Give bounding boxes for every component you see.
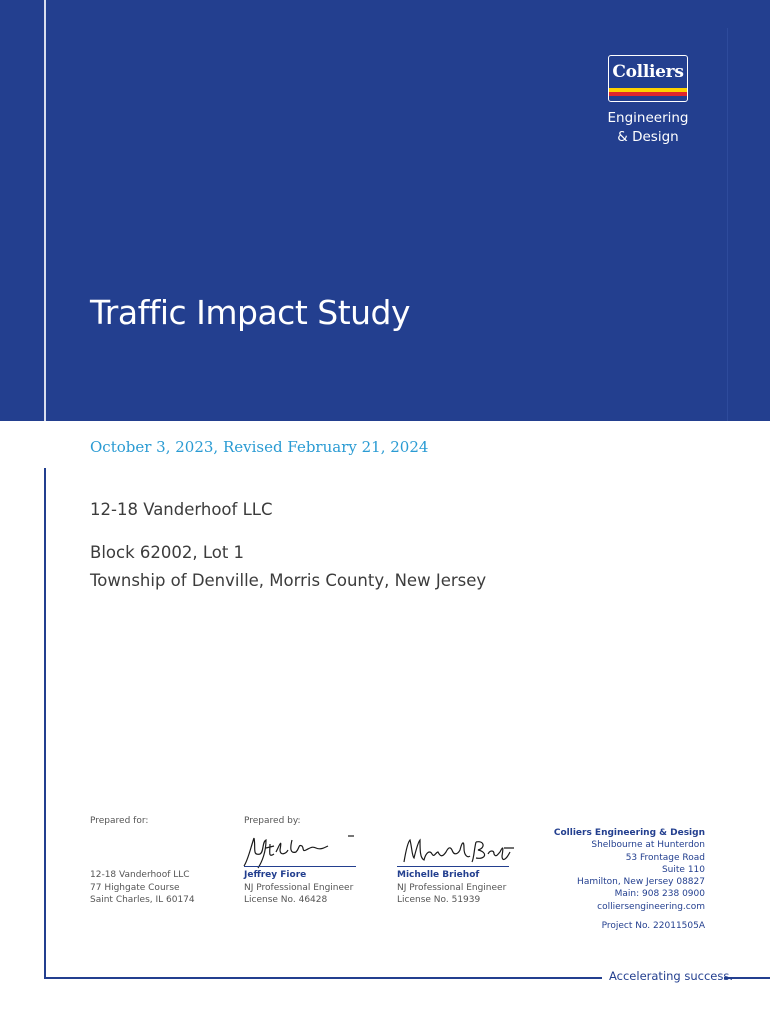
project-number: Project No. 22011505A xyxy=(601,921,705,931)
firm-phone: Main: 908 238 0900 xyxy=(614,889,705,900)
tagline: Accelerating success. xyxy=(609,969,734,983)
signature-line-2 xyxy=(397,866,509,867)
engineer-title: NJ Professional Engineer xyxy=(244,882,354,893)
document-title: Traffic Impact Study xyxy=(90,293,411,332)
client-name: 12-18 Vanderhoof LLC xyxy=(90,500,273,519)
frame-line-vertical-top xyxy=(44,0,46,421)
firm-address-line: Suite 110 xyxy=(661,864,705,875)
engineer-block-2 xyxy=(397,869,506,907)
property-info xyxy=(90,539,486,595)
firm-address-line: Hamilton, New Jersey 08827 xyxy=(577,877,705,888)
engineer-title: NJ Professional Engineer xyxy=(397,882,507,893)
logo-subtitle xyxy=(598,109,698,147)
banner-edge-panel xyxy=(727,28,770,421)
prepared-for-label: Prepared for: xyxy=(90,816,149,826)
firm-website: colliersengineering.com xyxy=(597,901,705,912)
client-address-line: Saint Charles, IL 60174 xyxy=(90,895,195,905)
client-address-line: 77 Highgate Course xyxy=(90,882,180,893)
logo-sub-line2: & Design xyxy=(617,129,679,145)
prepared-for-address xyxy=(90,869,195,907)
location: Township of Denville, Morris County, New Jersey xyxy=(90,571,487,590)
firm-address-line: 53 Frontage Road xyxy=(625,852,705,863)
engineer-name: Jeffrey Fiore xyxy=(244,870,307,880)
prepared-by-label: Prepared by: xyxy=(244,816,301,826)
engineer-name: Michelle Briehof xyxy=(397,870,480,880)
colliers-logo xyxy=(608,55,688,102)
logo-sub-line1: Engineering xyxy=(607,110,689,126)
logo-red-stripe xyxy=(609,92,687,96)
frame-line-horizontal xyxy=(44,977,602,979)
signature-jeffrey-fiore xyxy=(240,830,360,870)
firm-address-line: Shelbourne at Hunterdon xyxy=(591,840,705,851)
engineer-license: License No. 46428 xyxy=(244,895,328,905)
frame-line-vertical-bottom xyxy=(44,468,46,979)
signature-michelle-briehof xyxy=(398,834,518,868)
logo-wordmark: Colliers xyxy=(612,62,684,82)
client-address-line: 12-18 Vanderhoof LLC xyxy=(90,870,190,880)
signature-line-1 xyxy=(244,866,356,867)
engineer-block-1 xyxy=(244,869,353,907)
document-date: October 3, 2023, Revised February 21, 2024 xyxy=(90,438,429,456)
firm-address-block xyxy=(554,827,705,913)
block-lot: Block 62002, Lot 1 xyxy=(90,543,245,562)
engineer-license: License No. 51939 xyxy=(397,895,481,905)
firm-name: Colliers Engineering & Design xyxy=(553,828,705,838)
